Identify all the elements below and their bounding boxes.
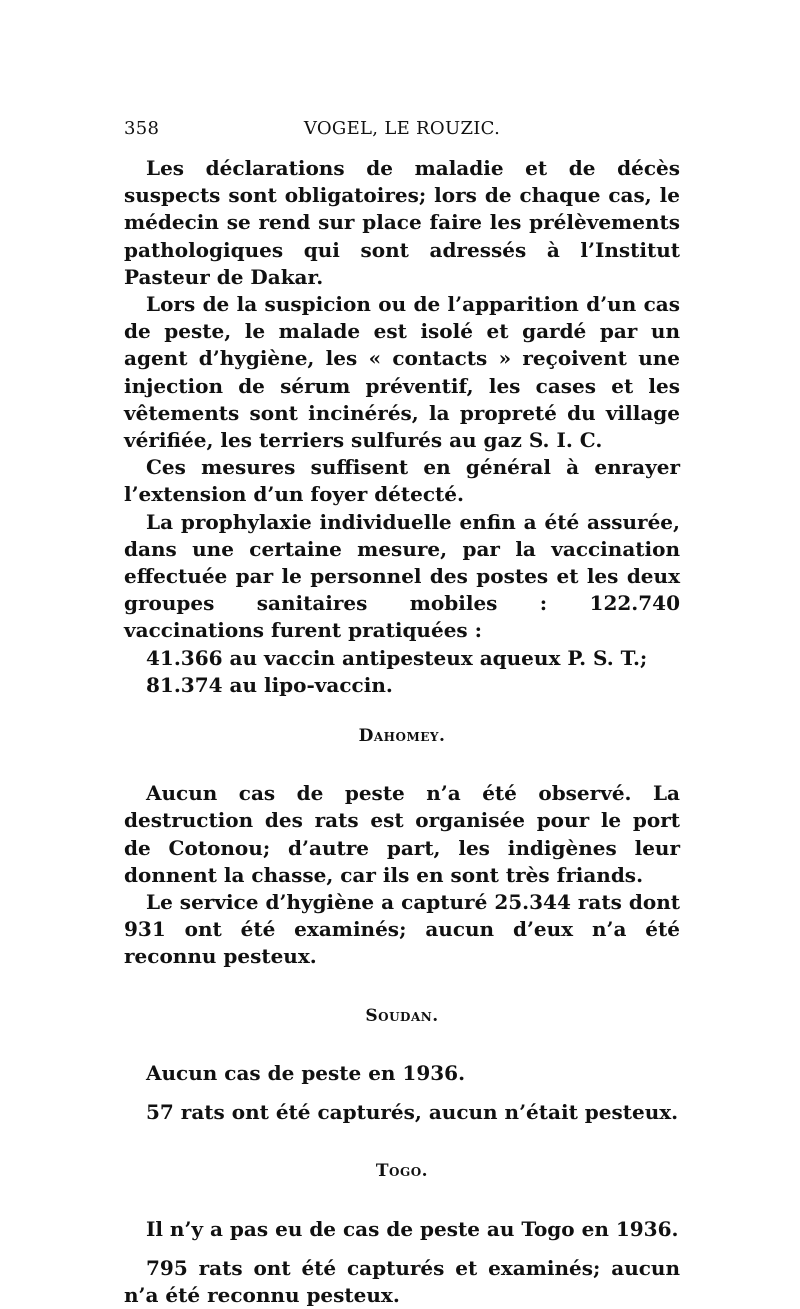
list-item-lipo-vaccin: 81.374 au lipo-vaccin. [146,672,393,697]
running-head [124,118,680,146]
paragraph-mesures: Ces mesures suffisent en général à enrayer l’extension d’un foyer détecté. [124,455,680,507]
paragraph-dahomey-hygiene: Le service d’hygiène a capturé 25.344 rats dont 931 ont été examinés; aucun d’eux n’a été reconnu pesteux. [124,890,680,969]
body-text [124,155,680,1309]
paragraph-prophylaxie: La prophylaxie individuelle enfin a été assurée, dans une certaine mesure, par la vaccination effectuée par le personnel des postes et les deux groupes sanitaires mobiles : 122.740 vaccinations furent pratiquées : [124,509,680,643]
section-heading-togo: Togo. [375,1161,429,1182]
paragraph-soudan-cas: Aucun cas de peste en 1936. [146,1060,466,1085]
section-heading-dahomey: Dahomey. [358,726,446,747]
list-item-vaccin-aqueux: 41.366 au vaccin antipesteux aqueux P. S. T.; [146,645,648,670]
paragraph-suspicion: Lors de la suspicion ou de l’apparition d’un cas de peste, le malade est isolé et gardé par un agent d’hygiène, les « contacts » reçoivent une injection de sérum préventif, les cases et les vêtements sont incinérés, la propreté du village vérifiée, les terriers sulfurés au gaz S. I. C. [124,292,680,453]
running-title: VOGEL, LE ROUZIC. [303,118,501,139]
paragraph-dahomey-destruction: Aucun cas de peste n’a été observé. La destruction des rats est organisée pour le port de Cotonou; d’autre part, les indigènes leur donnent la chasse, car ils en sont très friands. [124,781,680,887]
paragraph-togo-cas: Il n’y a pas eu de cas de peste au Togo en 1936. [146,1216,679,1241]
page-number: 358 [124,118,160,139]
paragraph-soudan-rats: 57 rats ont été capturés, aucun n’était pesteux. [146,1100,679,1125]
section-heading-soudan: Soudan. [365,1005,439,1026]
paragraph-togo-rats: 795 rats ont été capturés et examinés; aucun n’a été reconnu pesteux. [124,1255,680,1307]
paragraph-declarations: Les déclarations de maladie et de décès suspects sont obligatoires; lors de chaque cas, le médecin se rend sur place faire les prélèvements pathologiques qui sont adressés à l’Institut Pasteur de Dakar. [124,156,680,289]
